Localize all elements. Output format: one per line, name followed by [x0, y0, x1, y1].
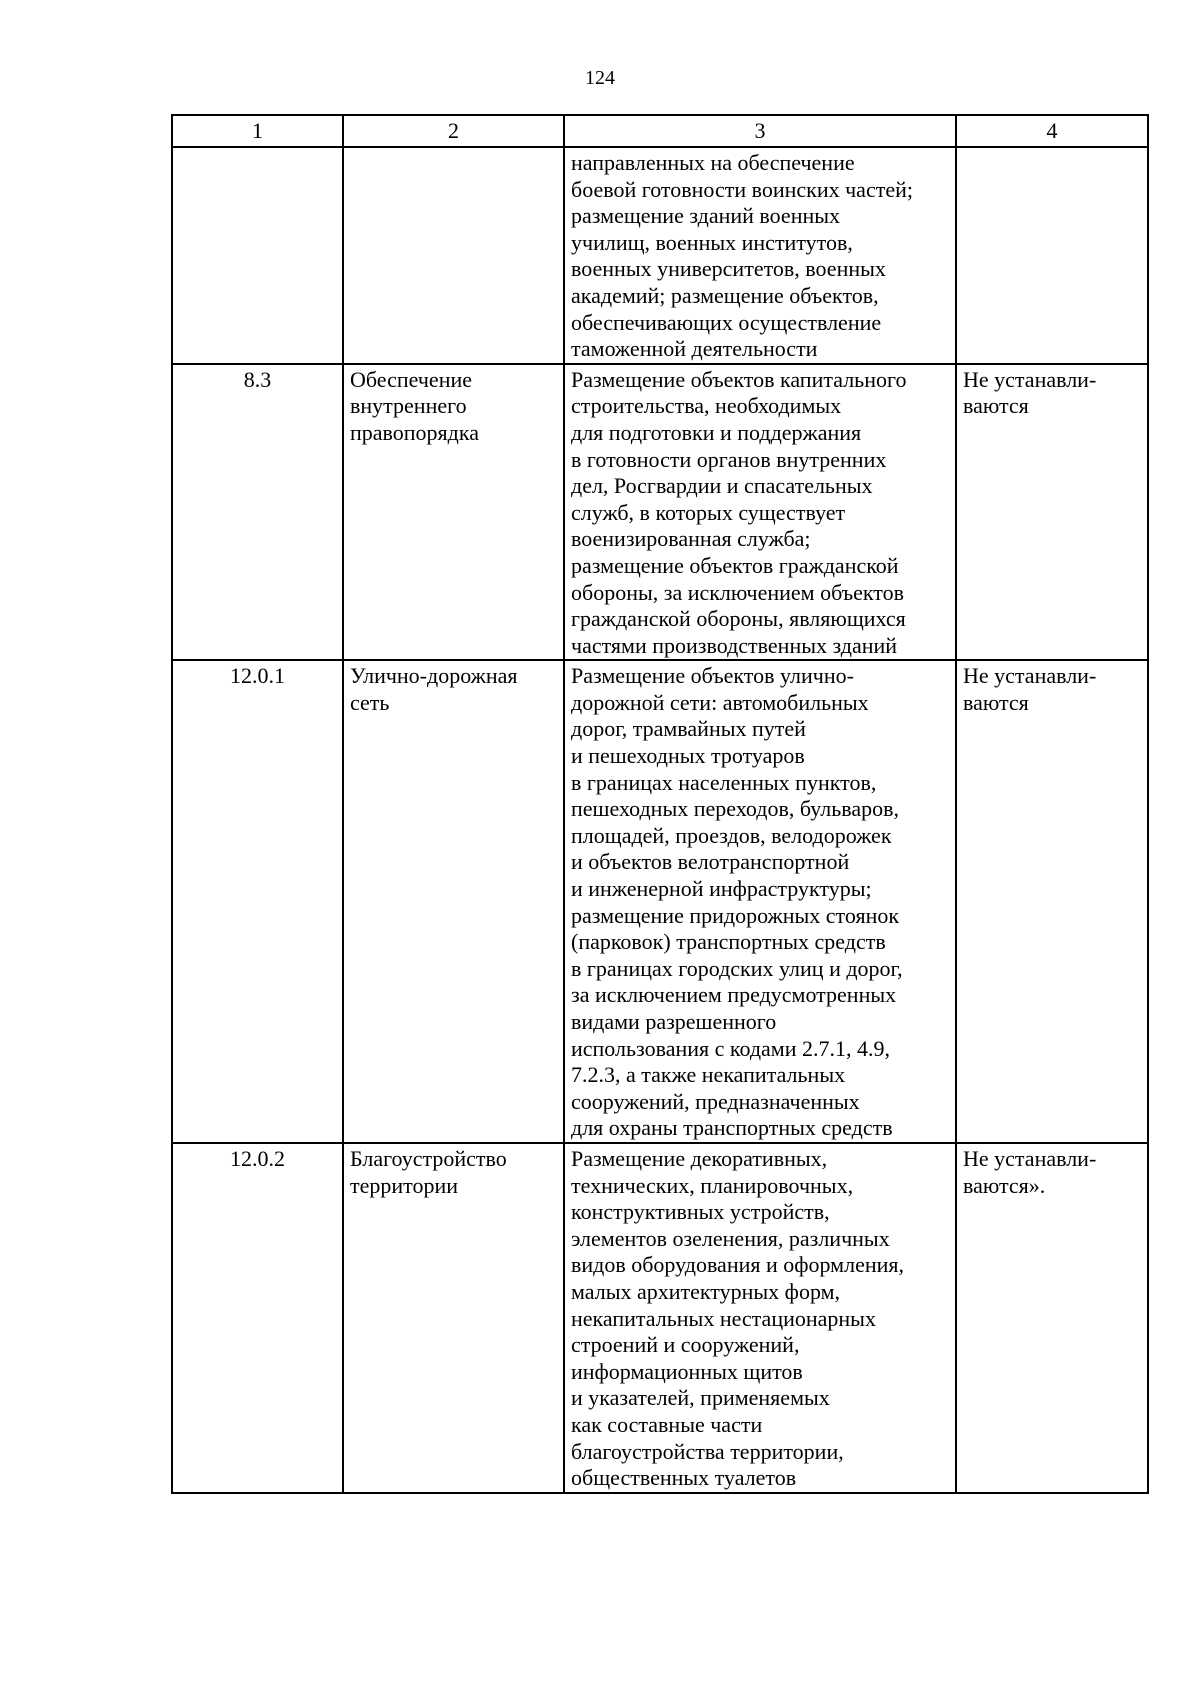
params-cell	[956, 147, 1148, 364]
code-cell: 12.0.1	[172, 660, 343, 1143]
description-cell: Размещение объектов капитального строительства, необходимых для подготовки и поддержания в готовности органов внутренних дел, Росгвардии и спасательных служб, в которых существует военизированная служба; размещение объектов гражданской обороны, за исключением объектов гражданской обороны, являющихся частями производственных зданий	[564, 364, 956, 661]
params-cell: Не устанавли- ваются	[956, 660, 1148, 1143]
table-row	[172, 147, 1148, 364]
params-cell: Не устанавли- ваются	[956, 364, 1148, 661]
code-cell: 12.0.2	[172, 1143, 343, 1493]
description-cell: Размещение декоративных, технических, планировочных, конструктивных устройств, элементов озеленения, различных видов оборудования и оформления, малых архитектурных форм, некапитальных нестационарных строений и сооружений, информационных щитов и указателей, применяемых как составные части благоустройства территории, общественных туалетов	[564, 1143, 956, 1493]
name-cell: Улично-дорожная сеть	[343, 660, 564, 1143]
name-cell	[343, 147, 564, 364]
name-cell: Благоустройство территории	[343, 1143, 564, 1493]
page-number: 124	[585, 67, 615, 89]
table-header-row	[172, 115, 1148, 147]
header-cell-2: 2	[343, 115, 564, 147]
header-cell-1: 1	[172, 115, 343, 147]
code-cell: 8.3	[172, 364, 343, 661]
code-cell	[172, 147, 343, 364]
table-row	[172, 660, 1148, 1143]
table-row	[172, 1143, 1148, 1493]
table-row	[172, 364, 1148, 661]
name-cell: Обеспечение внутреннего правопорядка	[343, 364, 564, 661]
land-use-table	[171, 114, 1149, 1494]
description-cell: направленных на обеспечение боевой готовности воинских частей; размещение зданий военных училищ, военных институтов, военных университетов, военных академий; размещение объектов, обеспечивающих осуществление таможенной деятельности	[564, 147, 956, 364]
params-cell: Не устанавли- ваются».	[956, 1143, 1148, 1493]
header-cell-3: 3	[564, 115, 956, 147]
header-cell-4: 4	[956, 115, 1148, 147]
description-cell: Размещение объектов улично- дорожной сети: автомобильных дорог, трамвайных путей и пешеходных тротуаров в границах населенных пунктов, пешеходных переходов, бульваров, площадей, проездов, велодорожек и объектов велотранспортной и инженерной инфраструктуры; размещение придорожных стоянок (парковок) транспортных средств в границах городских улиц и дорог, за исключением предусмотренных видами разрешенного использования с кодами 2.7.1, 4.9, 7.2.3, а также некапитальных сооружений, предназначенных для охраны транспортных средств	[564, 660, 956, 1143]
